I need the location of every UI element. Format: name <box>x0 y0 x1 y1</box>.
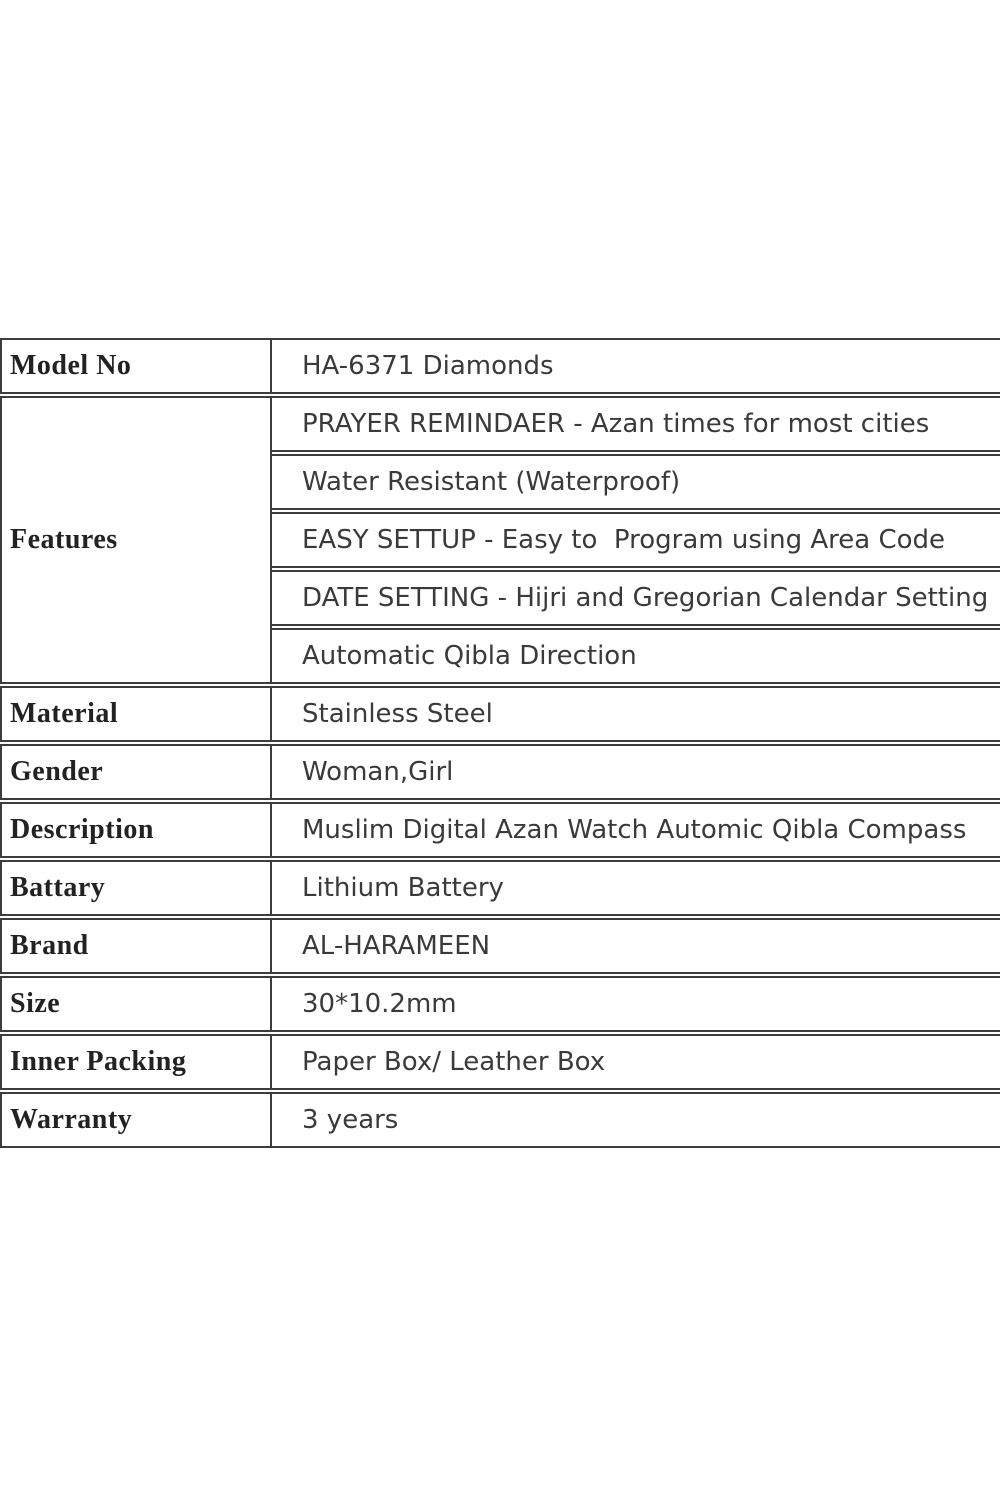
row-value-inner-packing: Paper Box/ Leather Box <box>272 1034 1000 1090</box>
feature-value-date-setting: DATE SETTING - Hijri and Gregorian Calendar Setting <box>272 570 1000 626</box>
feature-value-easy-setup: EASY SETTUP - Easy to Program using Area Code <box>272 512 1000 568</box>
row-value-model-no: HA-6371 Diamonds <box>272 338 1000 394</box>
row-label-model-no: Model No <box>0 338 272 394</box>
table-row <box>0 802 1000 858</box>
table-row <box>0 338 1000 394</box>
row-value-description: Muslim Digital Azan Watch Automic Qibla Compass <box>272 802 1000 858</box>
row-value-size: 30*10.2mm <box>272 976 1000 1032</box>
row-value-material: Stainless Steel <box>272 686 1000 742</box>
row-label-size: Size <box>0 976 272 1032</box>
row-label-inner-packing: Inner Packing <box>0 1034 272 1090</box>
row-label-material: Material <box>0 686 272 742</box>
row-label-gender: Gender <box>0 744 272 800</box>
row-value-battery: Lithium Battery <box>272 860 1000 916</box>
row-label-warranty: Warranty <box>0 1092 272 1148</box>
product-spec-sheet <box>0 336 1000 1150</box>
row-value-gender: Woman,Girl <box>272 744 1000 800</box>
feature-value-water-resistant: Water Resistant (Waterproof) <box>272 454 1000 510</box>
row-label-brand: Brand <box>0 918 272 974</box>
feature-value-prayer-reminder: PRAYER REMINDAER - Azan times for most cities <box>272 396 1000 452</box>
table-row <box>0 1092 1000 1148</box>
table-row <box>0 744 1000 800</box>
row-value-brand: AL-HARAMEEN <box>272 918 1000 974</box>
table-row <box>0 918 1000 974</box>
spec-table <box>0 336 1000 1150</box>
row-label-description: Description <box>0 802 272 858</box>
table-row <box>0 686 1000 742</box>
row-label-features: Features <box>0 396 272 684</box>
table-row <box>0 1034 1000 1090</box>
table-row <box>0 860 1000 916</box>
table-row <box>0 396 1000 452</box>
row-label-battery: Battary <box>0 860 272 916</box>
row-value-warranty: 3 years <box>272 1092 1000 1148</box>
feature-value-qibla-direction: Automatic Qibla Direction <box>272 628 1000 684</box>
table-row <box>0 976 1000 1032</box>
